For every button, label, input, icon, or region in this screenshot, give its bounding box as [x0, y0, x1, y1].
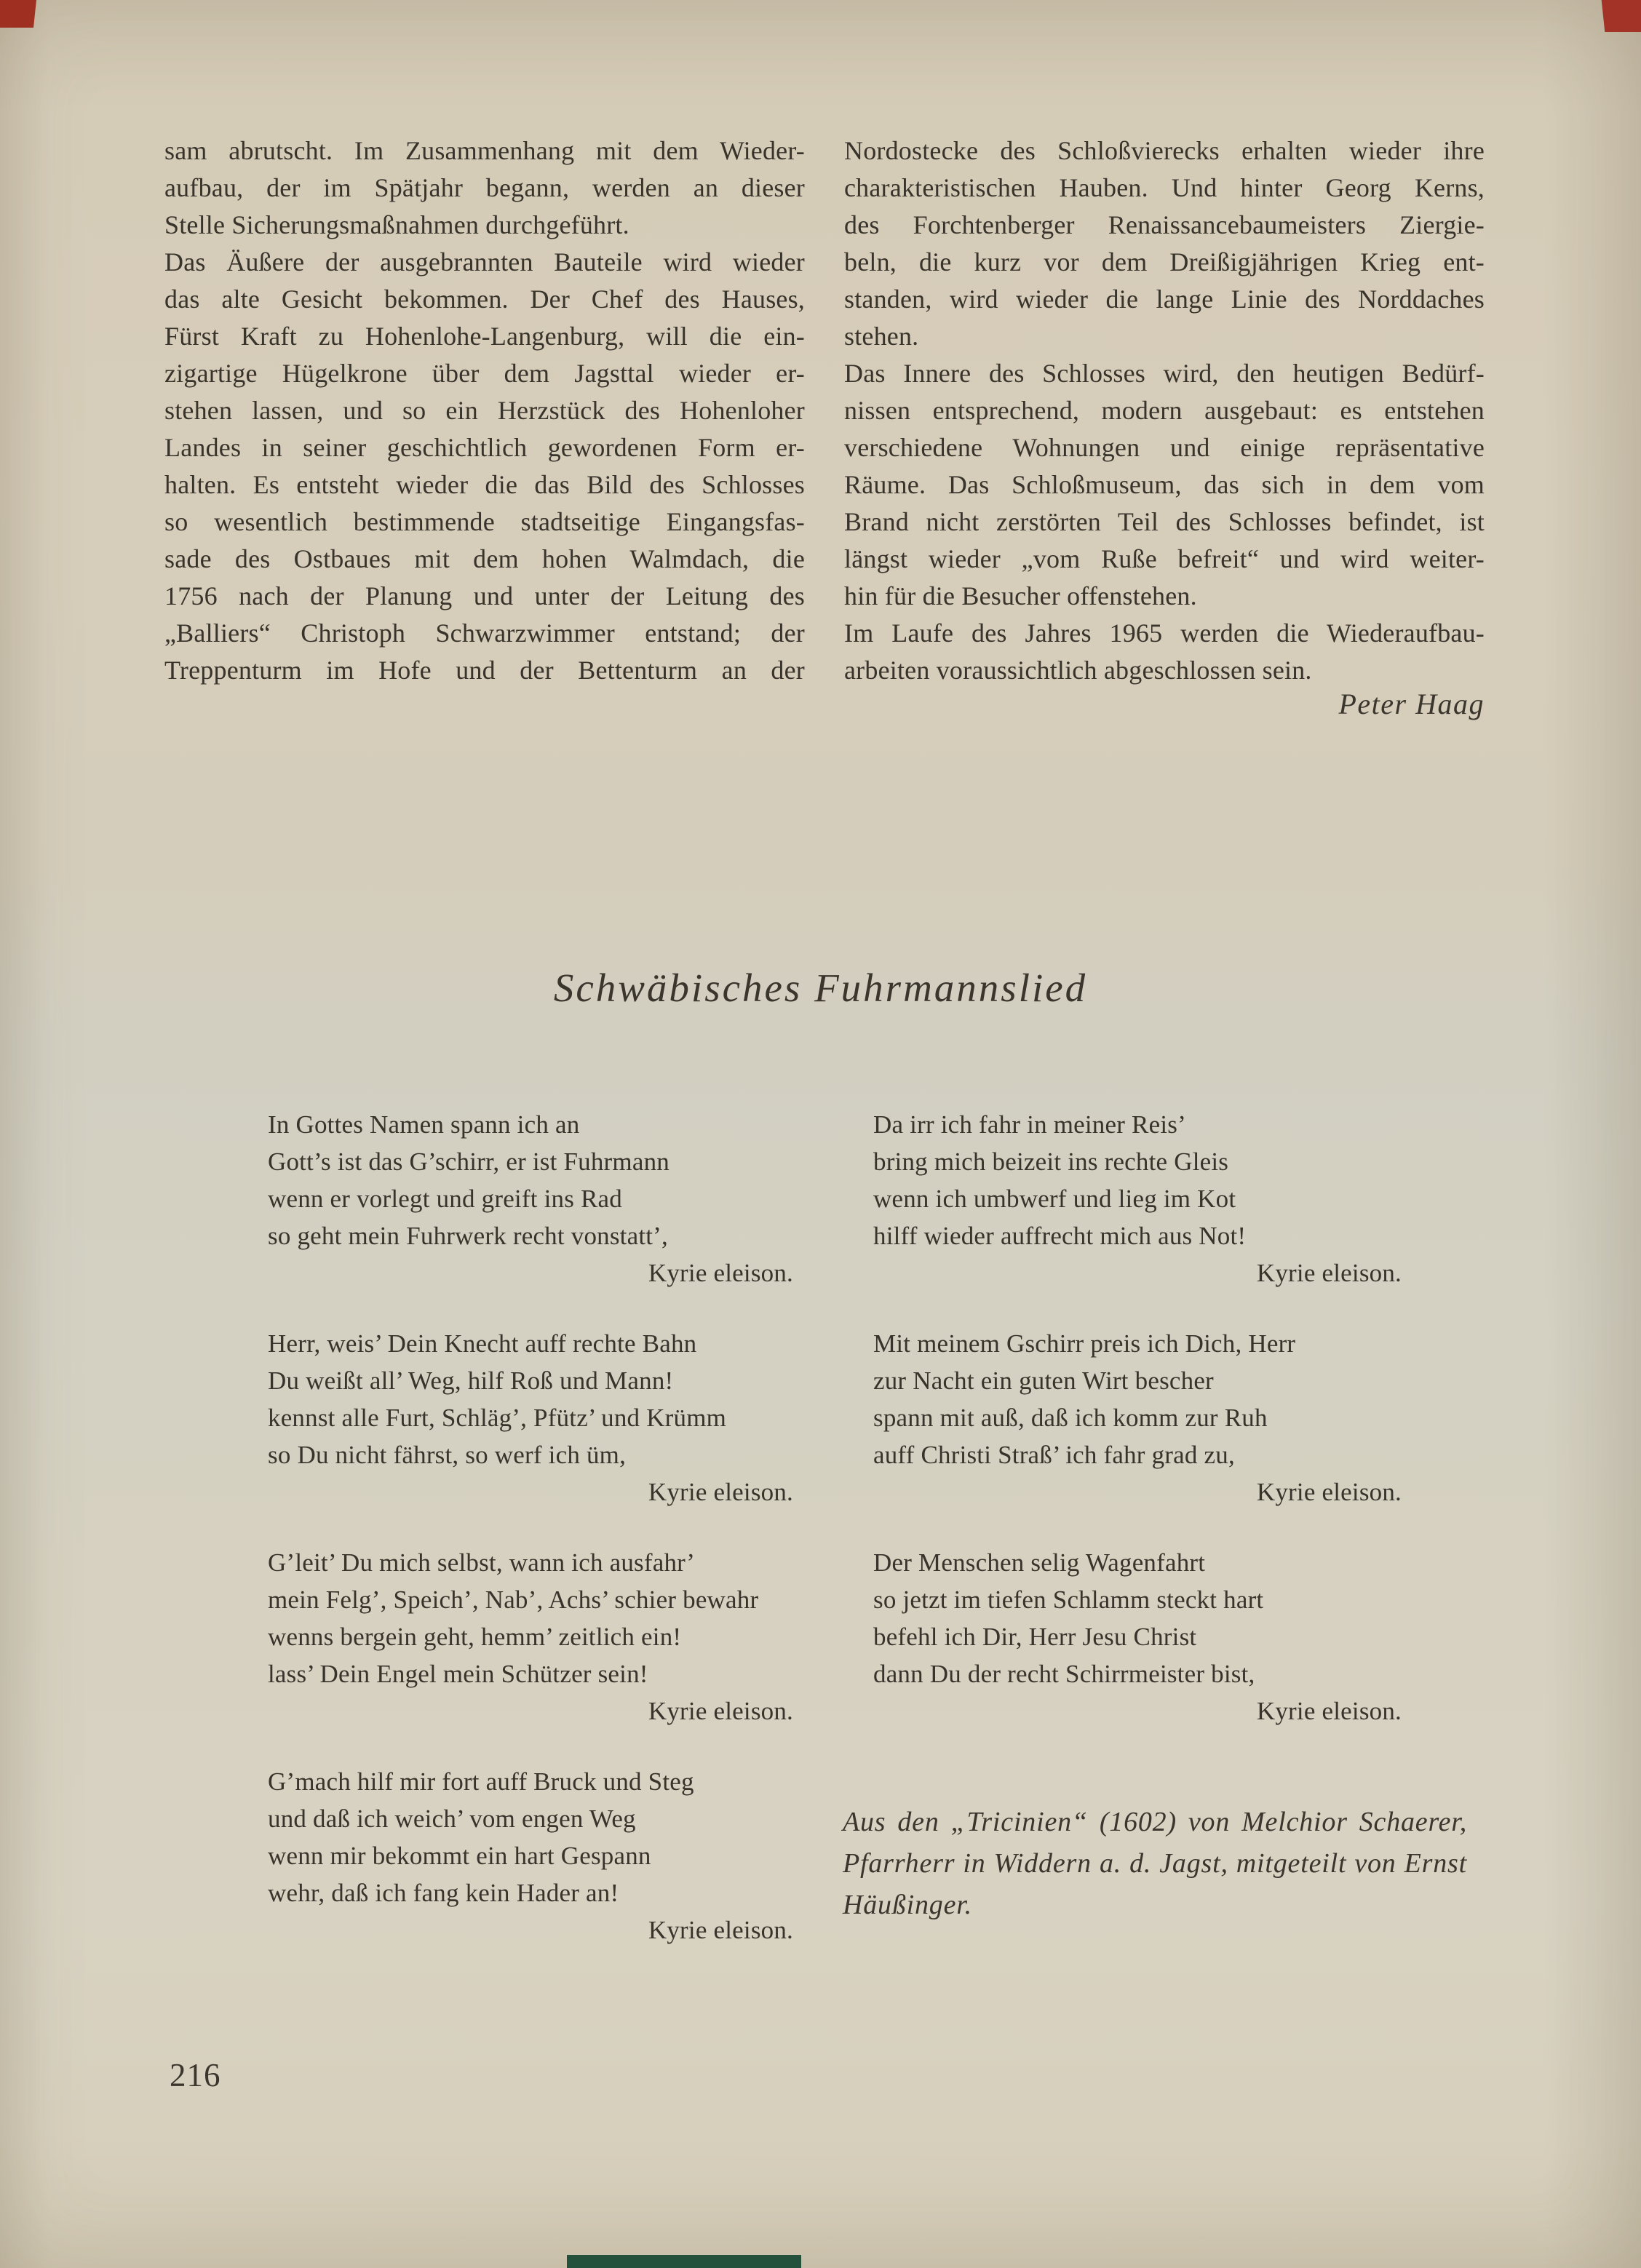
- attribution-line: Aus den „Tricinien“ (1602) von Melchior Schaerer,: [843, 1807, 1467, 1837]
- poem-line: so jetzt im tiefen Schlamm steckt hart: [873, 1585, 1264, 1614]
- article-line: arbeiten voraussichtlich abgeschlossen sein.: [844, 656, 1312, 685]
- poem-refrain: Kyrie eleison.: [648, 1916, 793, 1944]
- poem-stanza: [268, 1544, 812, 1730]
- article-line: zigartige Hügelkrone über dem Jagsttal wieder er-: [164, 359, 805, 388]
- article-line: nissen entsprechend, modern ausgebaut: es entstehen: [844, 396, 1485, 425]
- article-line: Das Innere des Schlosses wird, den heutigen Bedürf-: [844, 359, 1485, 388]
- poem-refrain: Kyrie eleison.: [648, 1697, 793, 1725]
- article-line: Brand nicht zerstörten Teil des Schlosses befindet, ist: [844, 507, 1485, 536]
- article-line: Treppenturm im Hofe und der Bettenturm an der: [164, 656, 805, 685]
- poem-line: dann Du der recht Schirrmeister bist,: [873, 1660, 1255, 1688]
- poem-stanza: [268, 1325, 812, 1511]
- article-column-left: [164, 132, 805, 689]
- poem-refrain: Kyrie eleison.: [1256, 1697, 1402, 1725]
- article-line: sam abrutscht. Im Zusammenhang mit dem Wieder-: [164, 136, 805, 165]
- poem-line: wenn er vorlegt und greift ins Rad: [268, 1185, 622, 1213]
- poem-line: Du weißt all’ Weg, hilf Roß und Mann!: [268, 1366, 674, 1395]
- poem-line: so geht mein Fuhrwerk recht vonstatt’,: [268, 1222, 668, 1250]
- poem-line: hilff wieder auffrecht mich aus Not!: [873, 1222, 1247, 1250]
- poem-stanza: [268, 1106, 812, 1292]
- article-line: sade des Ostbaues mit dem hohen Walmdach, die: [164, 544, 805, 573]
- poem-line: zur Nacht ein guten Wirt bescher: [873, 1366, 1214, 1395]
- article-line: das alte Gesicht bekommen. Der Chef des Hauses,: [164, 285, 805, 314]
- article-line: standen, wird wieder die lange Linie des Norddaches: [844, 285, 1485, 314]
- article-line: „Balliers“ Christoph Schwarzwimmer entstand; der: [164, 618, 805, 648]
- poem-stanza: [873, 1325, 1421, 1511]
- poem-line: befehl ich Dir, Herr Jesu Christ: [873, 1623, 1197, 1651]
- article-line: Das Äußere der ausgebrannten Bauteile wird wieder: [164, 247, 805, 276]
- poem-column-left: [268, 1106, 812, 1982]
- poem-line: Mit meinem Gschirr preis ich Dich, Herr: [873, 1329, 1296, 1358]
- article-line: Im Laufe des Jahres 1965 werden die Wiederaufbau-: [844, 618, 1485, 648]
- article-line: verschiedene Wohnungen und einige repräsentative: [844, 433, 1485, 462]
- article-column-right: [844, 132, 1485, 689]
- article-line: so wesentlich bestimmende stadtseitige Eingangsfas-: [164, 507, 805, 536]
- poem-line: wehr, daß ich fang kein Hader an!: [268, 1879, 619, 1907]
- article-line: beln, die kurz vor dem Dreißigjährigen Krieg ent-: [844, 247, 1485, 276]
- poem-line: wenn mir bekommt ein hart Gespann: [268, 1842, 651, 1870]
- attribution-line: Häußinger.: [843, 1890, 972, 1920]
- poem-line: Gott’s ist das G’schirr, er ist Fuhrmann: [268, 1147, 669, 1176]
- poem-line: Der Menschen selig Wagenfahrt: [873, 1548, 1206, 1577]
- poem-stanza: [873, 1544, 1421, 1730]
- poem-refrain: Kyrie eleison.: [1256, 1259, 1402, 1287]
- poem-attribution: [843, 1802, 1467, 1926]
- poem-line: G’mach hilf mir fort auff Bruck und Steg: [268, 1767, 694, 1796]
- article-line: Stelle Sicherungsmaßnahmen durchgeführt.: [164, 210, 629, 239]
- scan-artifact-red-top-right: [1602, 0, 1641, 32]
- article-line: stehen lassen, und so ein Herzstück des Hohenloher: [164, 396, 805, 425]
- poem-title: Schwäbisches Fuhrmannslied: [553, 966, 1088, 1010]
- poem-line: und daß ich weich’ vom engen Weg: [268, 1805, 636, 1833]
- article-line: stehen.: [844, 322, 919, 351]
- page-number: 216: [170, 2057, 221, 2093]
- poem-line: wenn ich umbwerf und lieg im Kot: [873, 1185, 1236, 1213]
- article-line: Räume. Das Schloßmuseum, das sich in dem vom: [844, 470, 1485, 499]
- poem-stanza: [268, 1763, 812, 1949]
- poem-line: In Gottes Namen spann ich an: [268, 1110, 580, 1139]
- poem-refrain: Kyrie eleison.: [648, 1259, 793, 1287]
- poem-line: kennst alle Furt, Schläg’, Pfütz’ und Krümm: [268, 1404, 727, 1432]
- article-line: hin für die Besucher offenstehen.: [844, 581, 1197, 610]
- article-line: längst wieder „vom Ruße befreit“ und wird weiter-: [844, 544, 1485, 573]
- scan-artifact-green-bottom-bar: [567, 2255, 801, 2268]
- article-line: halten. Es entsteht wieder die das Bild des Schlosses: [164, 470, 805, 499]
- poem-stanza: [873, 1106, 1421, 1292]
- poem-column-right: [873, 1106, 1421, 1763]
- poem-line: bring mich beizeit ins rechte Gleis: [873, 1147, 1229, 1176]
- article-line: des Forchtenberger Renaissancebaumeisters Ziergie-: [844, 210, 1485, 239]
- poem-line: Da irr ich fahr in meiner Reis’: [873, 1110, 1186, 1139]
- poem-line: G’leit’ Du mich selbst, wann ich ausfahr’: [268, 1548, 696, 1577]
- article-byline: Peter Haag: [1338, 688, 1485, 720]
- article-line: aufbau, der im Spätjahr begann, werden an dieser: [164, 173, 805, 202]
- poem-line: so Du nicht fährst, so werf ich üm,: [268, 1441, 627, 1469]
- poem-line: mein Felg’, Speich’, Nab’, Achs’ schier bewahr: [268, 1585, 759, 1614]
- poem-line: auff Christi Straß’ ich fahr grad zu,: [873, 1441, 1235, 1469]
- article-line: Fürst Kraft zu Hohenlohe-Langenburg, will die ein-: [164, 322, 805, 351]
- article-line: Nordostecke des Schloßvierecks erhalten wieder ihre: [844, 136, 1485, 165]
- article-line: 1756 nach der Planung und unter der Leitung des: [164, 581, 805, 610]
- article-line: Landes in seiner geschichtlich gewordenen Form er-: [164, 433, 805, 462]
- poem-line: Herr, weis’ Dein Knecht auff rechte Bahn: [268, 1329, 697, 1358]
- poem-line: wenns bergein geht, hemm’ zeitlich ein!: [268, 1623, 682, 1651]
- scan-artifact-red-top-left: [0, 0, 36, 28]
- poem-line: spann mit auß, daß ich komm zur Ruh: [873, 1404, 1268, 1432]
- poem-refrain: Kyrie eleison.: [648, 1478, 793, 1506]
- poem-refrain: Kyrie eleison.: [1256, 1478, 1402, 1506]
- article-line: charakteristischen Hauben. Und hinter Georg Kerns,: [844, 173, 1485, 202]
- attribution-line: Pfarrherr in Widdern a. d. Jagst, mitgeteilt von Ernst: [843, 1848, 1467, 1879]
- poem-line: lass’ Dein Engel mein Schützer sein!: [268, 1660, 648, 1688]
